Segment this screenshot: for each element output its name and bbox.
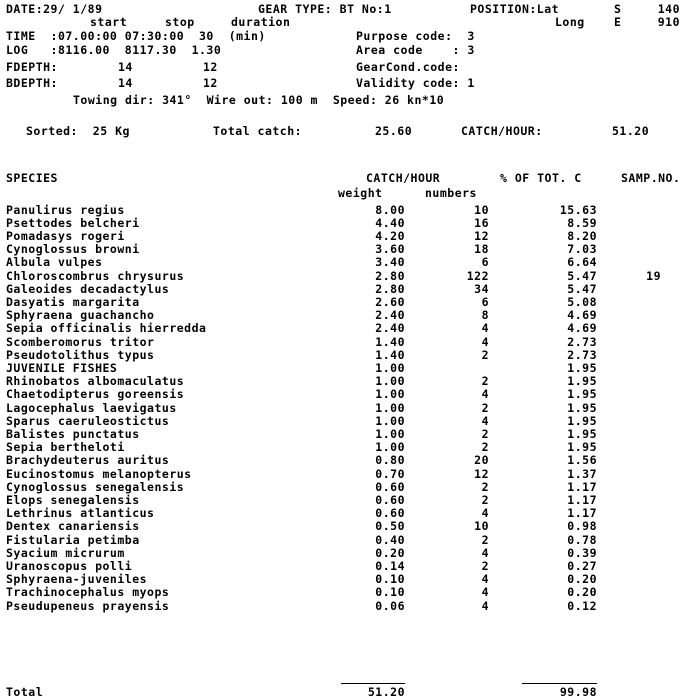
species-numbers: 4 (481, 334, 489, 349)
species-numbers: 2 (481, 492, 489, 507)
species-weight: 1.00 (375, 426, 405, 441)
species-pct: 1.95 (567, 426, 597, 441)
species-weight: 1.00 (375, 400, 405, 415)
species-name: Sphyraena guachancho (6, 308, 155, 323)
time-row: TIME :07.00:00 07:30:00 30 (min) (6, 29, 266, 43)
species-pct: 1.56 (567, 453, 597, 468)
species-weight: 0.06 (375, 598, 405, 613)
species-pct: 2.73 (567, 334, 597, 349)
species-pct: 1.17 (567, 506, 597, 521)
species-pct: 0.98 (567, 519, 597, 534)
purpose-code: Purpose code: 3 (356, 29, 475, 43)
species-numbers: 2 (481, 440, 489, 455)
species-numbers: 4 (481, 321, 489, 336)
species-numbers: 10 (474, 519, 489, 534)
species-numbers: 18 (474, 242, 489, 257)
species-weight: 1.00 (375, 374, 405, 389)
species-numbers: 34 (474, 281, 489, 296)
species-numbers: 12 (474, 466, 489, 481)
species-numbers: 4 (481, 506, 489, 521)
species-weight: 4.40 (375, 215, 405, 230)
total-weight: 51.20 (367, 685, 405, 699)
species-name: Syacium micrurum (6, 545, 125, 560)
catch-hour-header: CATCH/HOUR (366, 171, 441, 185)
species-weight: 2.80 (375, 268, 405, 283)
species-pct: 7.03 (567, 242, 597, 257)
numbers-subheader: numbers (425, 186, 477, 200)
species-numbers: 16 (474, 215, 489, 230)
species-weight: 1.00 (375, 360, 405, 375)
date-label: DATE:29/ 1/89 (6, 2, 103, 16)
species-numbers: 4 (481, 387, 489, 402)
species-numbers: 4 (481, 545, 489, 560)
species-numbers: 20 (474, 453, 489, 468)
pct-total-rule (522, 683, 597, 684)
species-name: Chaetodipterus goreensis (6, 387, 185, 402)
gear-type-label: GEAR TYPE: BT No:1 (258, 2, 392, 16)
species-weight: 0.10 (375, 585, 405, 600)
col-duration-label: duration (231, 15, 291, 29)
species-pct: 1.17 (567, 479, 597, 494)
catch-hour-label: CATCH/HOUR: (461, 124, 543, 138)
lat-value: 140 (657, 2, 680, 16)
species-weight: 1.00 (375, 440, 405, 455)
species-weight: 4.20 (375, 228, 405, 243)
species-name: Sparus caeruleostictus (6, 413, 170, 428)
species-numbers: 2 (481, 479, 489, 494)
species-pct: 0.78 (567, 532, 597, 547)
species-name: Cynoglossus browni (6, 242, 140, 257)
species-pct: 1.95 (567, 374, 597, 389)
species-pct: 15.63 (559, 202, 597, 217)
species-numbers: 122 (466, 268, 489, 283)
species-weight: 1.00 (375, 387, 405, 402)
species-pct: 1.17 (567, 492, 597, 507)
species-weight: 1.40 (375, 347, 405, 362)
species-name: Albula vulpes (6, 255, 103, 270)
fdepth-stop: 12 (203, 60, 218, 74)
total-catch-value: 25.60 (375, 124, 413, 138)
species-weight: 8.00 (375, 202, 405, 217)
species-name: Fistularia petimba (6, 532, 140, 547)
species-pct: 6.64 (567, 255, 597, 270)
species-numbers: 2 (481, 426, 489, 441)
catch-hour-value: 51.20 (612, 124, 650, 138)
species-numbers: 12 (474, 228, 489, 243)
species-weight: 0.10 (375, 572, 405, 587)
species-name: Pseudupeneus prayensis (6, 598, 170, 613)
species-numbers: 2 (481, 374, 489, 389)
species-numbers: 2 (481, 558, 489, 573)
bdepth-label: BDEPTH: (6, 76, 58, 90)
species-pct: 4.69 (567, 321, 597, 336)
col-stop-label: stop (165, 15, 195, 29)
species-numbers: 4 (481, 572, 489, 587)
species-name: Lethrinus atlanticus (6, 506, 155, 521)
species-numbers: 10 (474, 202, 489, 217)
species-pct: 5.08 (567, 294, 597, 309)
species-name: Sphyraena-juveniles (6, 572, 148, 587)
validity-code: Validity code: 1 (356, 76, 475, 90)
species-weight: 0.14 (375, 558, 405, 573)
species-weight: 2.40 (375, 321, 405, 336)
species-pct: 0.12 (567, 598, 597, 613)
species-numbers: 2 (481, 532, 489, 547)
species-weight: 0.50 (375, 519, 405, 534)
species-name: Sepia bertheloti (6, 440, 125, 455)
species-weight: 0.70 (375, 466, 405, 481)
weight-total-rule (341, 683, 405, 684)
long-label: Long (555, 15, 585, 29)
species-name: Galeoides decadactylus (6, 281, 170, 296)
species-name: Panulirus regius (6, 202, 125, 217)
weight-subheader: weight (338, 186, 383, 200)
species-name: JUVENILE FISHES (6, 360, 118, 375)
species-numbers: 6 (481, 255, 489, 270)
species-name: Pomadasys rogeri (6, 228, 125, 243)
species-name: Lagocephalus laevigatus (6, 400, 177, 415)
species-pct: 0.20 (567, 572, 597, 587)
species-weight: 0.40 (375, 532, 405, 547)
species-name: Brachydeuterus auritus (6, 453, 170, 468)
species-header: SPECIES (6, 171, 58, 185)
species-name: Cynoglossus senegalensis (6, 479, 185, 494)
species-numbers: 2 (481, 347, 489, 362)
species-pct: 5.47 (567, 281, 597, 296)
species-numbers: 8 (481, 308, 489, 323)
species-pct: 0.39 (567, 545, 597, 560)
species-numbers: 4 (481, 413, 489, 428)
species-pct: 1.95 (567, 413, 597, 428)
species-numbers: 2 (481, 400, 489, 415)
bdepth-start: 14 (118, 76, 133, 90)
samp-no-header: SAMP.NO. (621, 171, 681, 185)
sorted-label: Sorted: 25 Kg (26, 124, 130, 138)
species-pct: 8.20 (567, 228, 597, 243)
species-name: Eucinostomus melanopterus (6, 466, 192, 481)
position-label: POSITION:Lat (470, 2, 560, 16)
species-pct: 1.95 (567, 360, 597, 375)
species-name: Dentex canariensis (6, 519, 140, 534)
species-pct: 0.27 (567, 558, 597, 573)
fdepth-label: FDEPTH: (6, 60, 58, 74)
fdepth-start: 14 (118, 60, 133, 74)
lat-hemisphere: S (614, 2, 622, 16)
species-pct: 4.69 (567, 308, 597, 323)
species-weight: 3.60 (375, 242, 405, 257)
species-pct: 5.47 (567, 268, 597, 283)
species-pct: 1.95 (567, 400, 597, 415)
log-row: LOG :8116.00 8117.30 1.30 (6, 43, 222, 57)
species-weight: 0.80 (375, 453, 405, 468)
species-weight: 0.60 (375, 492, 405, 507)
species-name: Balistes punctatus (6, 426, 140, 441)
species-weight: 0.60 (375, 506, 405, 521)
species-name: Rhinobatos albomaculatus (6, 374, 185, 389)
species-name: Uranoscopus polli (6, 558, 133, 573)
long-value: 910 (657, 15, 680, 29)
area-code: Area code : 3 (356, 43, 475, 57)
species-name: Sepia officinalis hierredda (6, 321, 207, 336)
species-pct: 1.37 (567, 466, 597, 481)
species-weight: 0.60 (375, 479, 405, 494)
species-weight: 2.60 (375, 294, 405, 309)
species-name: Dasyatis margarita (6, 294, 140, 309)
bdepth-stop: 12 (203, 76, 218, 90)
species-pct: 8.59 (567, 215, 597, 230)
species-name: Scomberomorus tritor (6, 334, 155, 349)
total-label: Total (6, 685, 44, 699)
species-numbers: 4 (481, 598, 489, 613)
towing-row: Towing dir: 341° Wire out: 100 m Speed: 26 kn*10 (73, 93, 445, 107)
species-weight: 0.20 (375, 545, 405, 560)
col-start-label: start (90, 15, 128, 29)
gearcond-code: GearCond.code: (356, 60, 460, 74)
species-weight: 1.40 (375, 334, 405, 349)
species-samp-no: 19 (646, 268, 661, 283)
species-pct: 1.95 (567, 387, 597, 402)
species-pct: 0.20 (567, 585, 597, 600)
species-weight: 1.00 (375, 413, 405, 428)
total-catch-label: Total catch: (213, 124, 303, 138)
species-name: Psettodes belcheri (6, 215, 140, 230)
species-name: Pseudotolithus typus (6, 347, 155, 362)
species-pct: 2.73 (567, 347, 597, 362)
species-numbers: 4 (481, 585, 489, 600)
species-numbers: 6 (481, 294, 489, 309)
species-weight: 3.40 (375, 255, 405, 270)
species-weight: 2.80 (375, 281, 405, 296)
species-weight: 2.40 (375, 308, 405, 323)
species-name: Trachinocephalus myops (6, 585, 170, 600)
long-hemisphere: E (614, 15, 622, 29)
pct-total-header: % OF TOT. C (500, 171, 582, 185)
species-name: Chloroscombrus chrysurus (6, 268, 185, 283)
total-pct: 99.98 (559, 685, 597, 699)
species-name: Elops senegalensis (6, 492, 140, 507)
species-pct: 1.95 (567, 440, 597, 455)
